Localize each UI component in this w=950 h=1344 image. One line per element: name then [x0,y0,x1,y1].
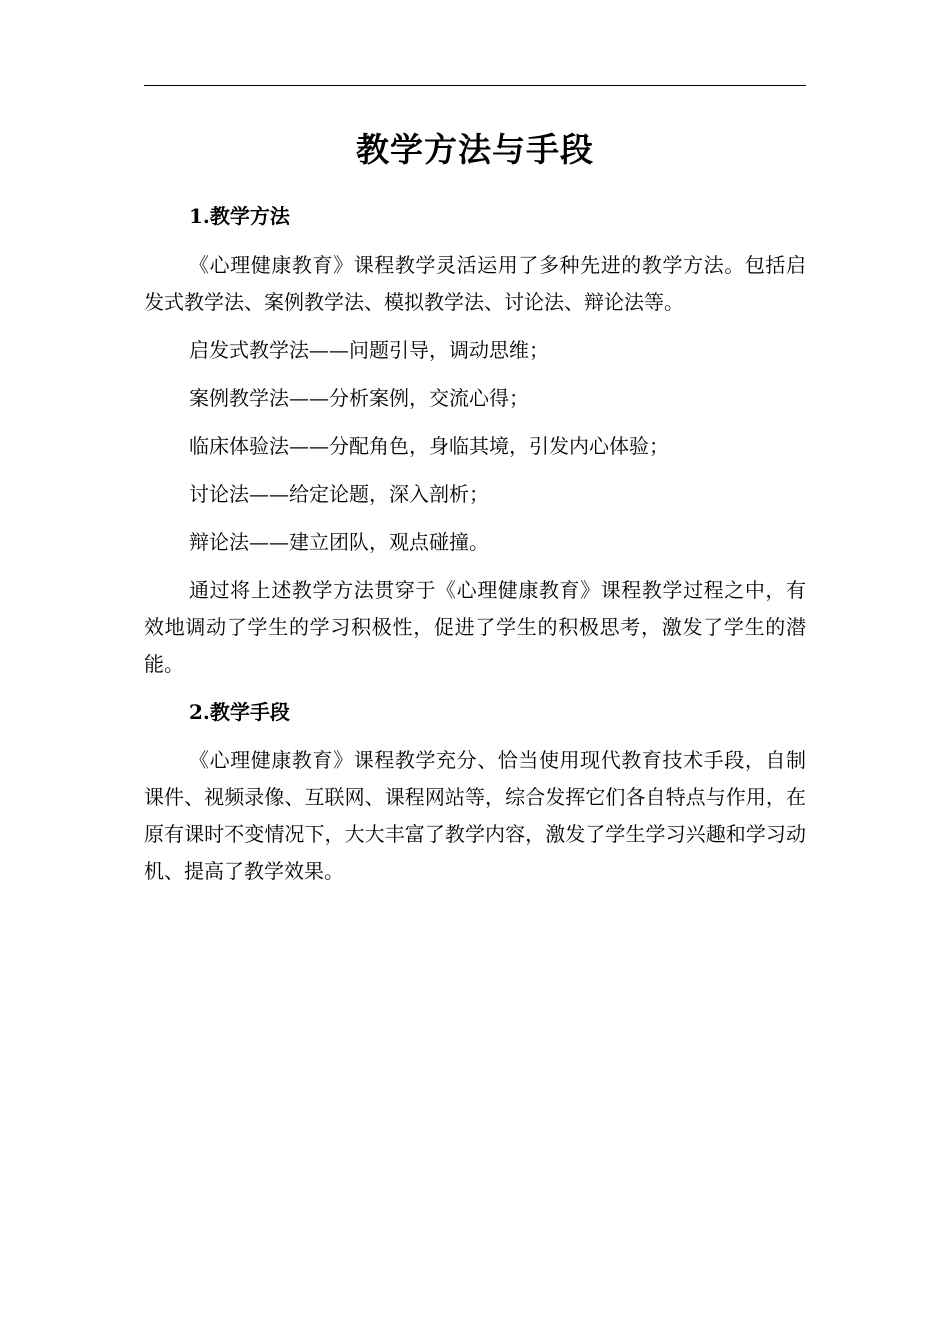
header-rule [144,85,806,86]
section-heading-means: 2.教学手段 [189,700,290,724]
means-body-paragraph: 《心理健康教育》课程教学充分、恰当使用现代教育技术手段，自制课件、视频录像、互联网、课程网站等，综合发挥它们各自特点与作用，在原有课时不变情况下，大大丰富了教学内容，激发了学生学习兴趣和学习动机、提高了教学效果。 [144,748,806,883]
page-title: 教学方法与手段 [356,130,594,169]
methods-summary-paragraph: 通过将上述教学方法贯穿于《心理健康教育》课程教学过程之中，有效地调动了学生的学习积极性，促进了学生的积极思考，激发了学生的潜能。 [144,578,806,676]
method-item-heuristic: 启发式教学法——问题引导，调动思维； [189,338,549,362]
document-body [144,198,806,890]
section-heading-methods: 1.教学方法 [189,204,290,228]
method-item-debate: 辩论法——建立团队，观点碰撞。 [189,530,489,554]
methods-intro-paragraph: 《心理健康教育》课程教学灵活运用了多种先进的教学方法。包括启发式教学法、案例教学法、模拟教学法、讨论法、辩论法等。 [144,253,806,314]
method-item-clinical: 临床体验法——分配角色，身临其境，引发内心体验； [189,434,669,458]
method-item-discussion: 讨论法——给定论题，深入剖析； [189,482,489,506]
method-item-case: 案例教学法——分析案例，交流心得； [189,386,529,410]
